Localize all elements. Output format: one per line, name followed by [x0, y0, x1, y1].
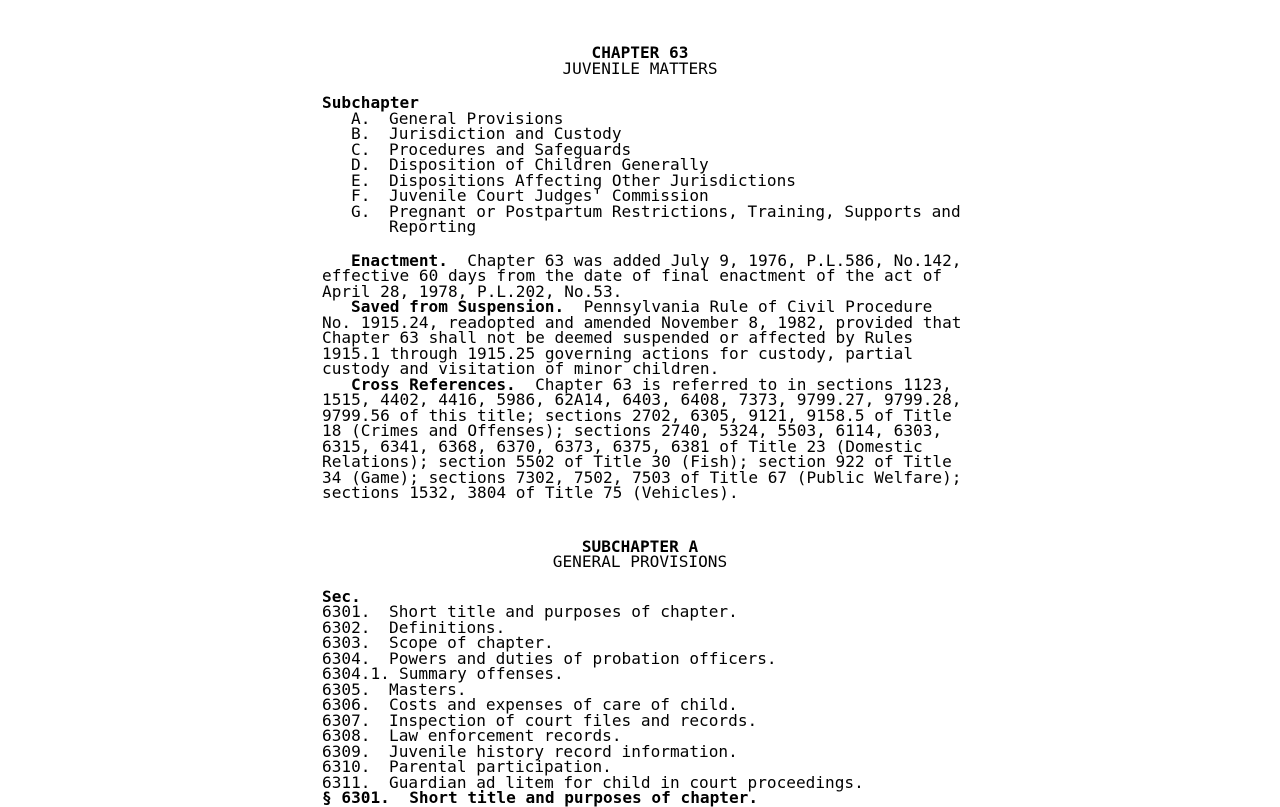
section-title: Inspection of court files and records.	[389, 710, 758, 730]
subchapter-a-heading: SUBCHAPTER A	[581, 536, 699, 556]
note-line	[322, 485, 1022, 501]
subchapter-letter: A.	[351, 108, 371, 128]
subchapter-letter: F.	[351, 186, 371, 205]
section-title: Law enforcement records.	[389, 726, 622, 745]
chapter-title: JUVENILE MATTERS	[562, 58, 718, 78]
note-label: Cross References.	[351, 374, 516, 394]
note-text: 1915.1 through 1915.25 governing actions for custody, partial	[322, 343, 914, 363]
note-text: 1515, 4402, 4416, 5986, 62A14, 6403, 6408, 7373, 9799.27, 9799.28,	[322, 390, 962, 409]
section-title: Masters.	[389, 679, 467, 699]
notes-block	[322, 250, 1022, 502]
section-list	[322, 604, 1022, 790]
note-text: custody and visitation of minor children.	[322, 359, 720, 378]
section-number: 6303.	[322, 633, 371, 652]
subchapter-letter: E.	[351, 170, 371, 190]
section-title: Definitions.	[389, 617, 506, 637]
section-number: 6304.1.	[322, 664, 390, 683]
section-title: Short title and purposes of chapter.	[389, 602, 738, 621]
section-number: 6310.	[322, 757, 371, 776]
subchapter-letter: C.	[351, 139, 371, 159]
section-title: Scope of chapter.	[389, 633, 554, 652]
section-title: Powers and duties of probation officers.	[389, 648, 777, 668]
note-text: 18 (Crimes and Offenses); sections 2740, 5324, 5503, 6114, 6303,	[322, 421, 943, 440]
subchapter-a-title: GENERAL PROVISIONS	[552, 552, 728, 571]
note-text: April 28, 1978, P.L.202, No.53.	[322, 281, 623, 301]
section-number: 6309.	[322, 741, 371, 761]
section-title: Guardian ad litem for child in court proceedings.	[389, 772, 864, 792]
subchapter-letter: D.	[351, 155, 371, 174]
subchapter-title: Pregnant or Postpartum Restrictions, Training, Supports and	[389, 201, 961, 221]
note-text: Chapter 63 shall not be deemed suspended or affected by Rules	[322, 328, 914, 347]
note-text: Relations); section 5502 of Title 30 (Fish); section 922 of Title	[322, 452, 952, 471]
chapter-heading: CHAPTER 63	[591, 43, 689, 62]
note-label: Saved from Suspension.	[351, 297, 565, 316]
section-number: 6306.	[322, 695, 371, 714]
subchapter-list	[322, 108, 1022, 236]
subchapter-item	[322, 219, 1022, 235]
note-text: effective 60 days from the date of final enactment of the act of	[322, 266, 943, 285]
note-text: No. 1915.24, readopted and amended November 8, 1982, provided that	[322, 312, 962, 332]
note-text: Chapter 63 was added July 9, 1976, P.L.586, No.142,	[467, 250, 962, 270]
subchapter-title: Jurisdiction and Custody	[389, 124, 622, 143]
section-number: 6304.	[322, 648, 371, 668]
subchapter-title: Dispositions Affecting Other Jurisdictions	[389, 170, 796, 190]
section-title: Costs and expenses of care of child.	[389, 695, 738, 714]
subchapter-title: Disposition of Children Generally	[389, 155, 709, 174]
note-text: sections 1532, 3804 of Title 75 (Vehicles).	[322, 483, 739, 502]
note-text: 9799.56 of this title; sections 2702, 6305, 9121, 9158.5 of Title	[322, 405, 952, 425]
subchapter-letter: B.	[351, 124, 371, 143]
note-label: Enactment.	[351, 250, 448, 270]
section-number: 6305.	[322, 679, 371, 699]
section-number: 6311.	[322, 772, 371, 792]
subchapter-title: Reporting	[389, 217, 477, 236]
note-text: Pennsylvania Rule of Civil Procedure	[583, 297, 933, 316]
section-number: 6301.	[322, 602, 371, 621]
subchapter-letter: G.	[351, 201, 371, 221]
subchapter-title: Procedures and Safeguards	[389, 139, 632, 159]
subchapter-title: General Provisions	[389, 108, 564, 128]
section-list-label: Sec.	[322, 586, 361, 606]
note-text: Chapter 63 is referred to in sections 1123,	[535, 374, 952, 394]
section-number: 6302.	[322, 617, 371, 637]
section-title: Juvenile history record information.	[389, 741, 738, 761]
section-number: 6308.	[322, 726, 371, 745]
note-text: 34 (Game); sections 7302, 7502, 7503 of Title 67 (Public Welfare);	[322, 467, 962, 487]
note-text: 6315, 6341, 6368, 6370, 6373, 6375, 6381 of Title 23 (Domestic	[322, 436, 923, 456]
section-title: Summary offenses.	[399, 664, 564, 683]
subchapter-list-label: Subchapter	[322, 93, 419, 112]
section-number: 6307.	[322, 710, 371, 730]
section-6301-heading: § 6301. Short title and purposes of chapter.	[322, 788, 759, 807]
subchapter-title: Juvenile Court Judges' Commission	[389, 186, 709, 205]
statute-document	[322, 45, 1022, 806]
section-title: Parental participation.	[389, 757, 612, 776]
